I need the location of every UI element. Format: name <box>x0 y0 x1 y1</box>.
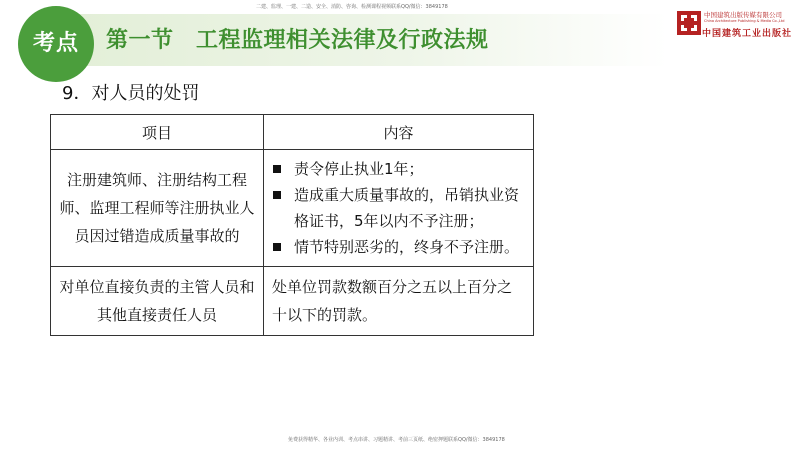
publisher-logo <box>676 8 792 40</box>
kaodian-badge <box>18 6 94 82</box>
row-content-cell: 处单位罚款数额百分之五以上百分之十以下的罚款。 <box>264 267 534 336</box>
list-item <box>272 156 527 182</box>
square-bullet-icon <box>273 191 281 199</box>
penalty-table <box>50 114 534 336</box>
list-item-text: 情节特别恶劣的，终身不予注册。 <box>294 238 520 256</box>
top-watermark-note: 二建、监理、一建、二造、安全、消防、咨询、检测课程视频联系QQ/微信：3849178 <box>256 4 448 10</box>
page-title: 第一节 工程监理相关法律及行政法规 <box>106 28 489 53</box>
column-header-content: 内容 <box>264 115 534 150</box>
square-bullet-icon <box>273 243 281 251</box>
row-item-cell: 注册建筑师、注册结构工程师、监理工程师等注册执业人员因过错造成质量事故的 <box>51 150 264 267</box>
list-item-text: 责令停止执业1年； <box>294 160 424 178</box>
section-heading: 9．对人员的处罚 <box>62 83 200 104</box>
list-item <box>272 234 527 260</box>
list-item-text: 造成重大质量事故的，吊销执业资格证书，5年以内不予注册； <box>294 186 520 230</box>
row-content-cell <box>264 150 534 267</box>
table-header-row <box>51 115 534 150</box>
bottom-watermark-note: 免费获得精华、各业内训、考点串讲、习题精讲、考前三页纸、绝密押题联系QQ/微信：3849178 <box>288 437 505 443</box>
publisher-emblem-icon <box>676 10 702 36</box>
column-header-item: 项目 <box>51 115 264 150</box>
publisher-name-calligraphy: 中国建筑工业出版社 <box>702 29 793 39</box>
table-row <box>51 267 534 336</box>
table-row <box>51 150 534 267</box>
list-item <box>272 182 527 234</box>
square-bullet-icon <box>273 165 281 173</box>
penalty-list <box>272 156 527 260</box>
publisher-name-cn: 中国建筑出版传媒有限公司 <box>704 11 782 19</box>
publisher-name-en: China Architecture Publishing & Media Co.,Ltd <box>704 19 785 23</box>
badge-label: 考点 <box>32 31 79 56</box>
row-item-cell: 对单位直接负责的主管人员和其他直接责任人员 <box>51 267 264 336</box>
